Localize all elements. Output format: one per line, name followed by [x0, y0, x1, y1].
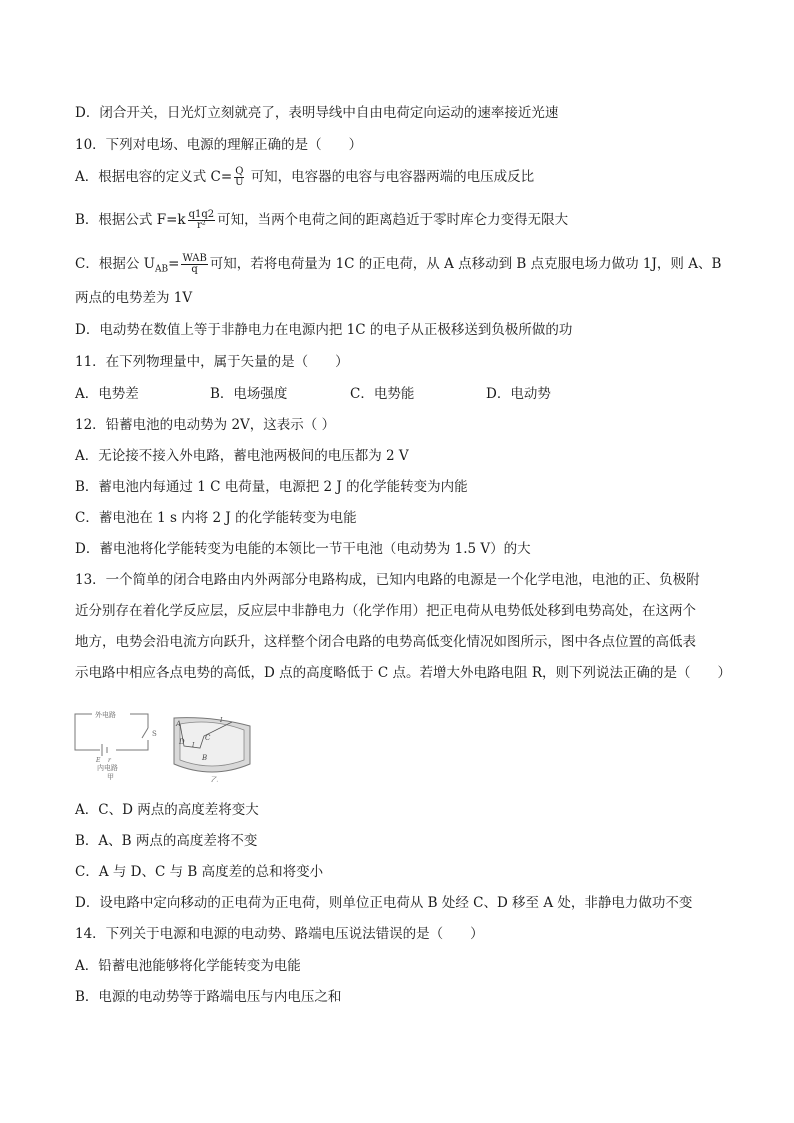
- q10-option-a: [75, 167, 534, 188]
- q10-option-b: [75, 210, 568, 231]
- q10-b-suffix: 可知，当两个电荷之间的距离趋近于零时库仑力变得无限大: [217, 212, 569, 228]
- fig-caption-jia: 甲: [107, 773, 114, 781]
- current-label-inner: I: [192, 742, 195, 749]
- question-13-stem-2: 近分别存在着化学反应层，反应层中非静电力（化学作用）把正电荷从电势低处移到电势高处，在这两个: [75, 603, 696, 619]
- frac-num: WAB: [182, 253, 207, 264]
- switch-blade: [142, 728, 148, 738]
- outer-wire-right: [130, 714, 148, 728]
- point-a-label: A: [176, 720, 182, 728]
- q10-option-c: [75, 254, 721, 280]
- fig-caption-yi: 乙: [211, 776, 218, 782]
- voltage-fraction: [181, 254, 207, 275]
- q12-option-a: A．无论接不接入外电路，蓄电池两极间的电压都为 2 V: [75, 448, 409, 464]
- circuit-diagram: [72, 700, 272, 782]
- q10-a-suffix: 可知，电容器的电容与电容器两端的电压成反比: [250, 169, 535, 185]
- q14-option-a: A．铅蓄电池能够将化学能转变为电能: [75, 958, 301, 974]
- frac-den: q: [191, 264, 198, 275]
- q10-c-sub: AB: [155, 264, 169, 275]
- q13-option-c: C．A 与 D、C 与 B 高度差的总和将变小: [75, 864, 324, 880]
- q11-option-a: A．电势差: [75, 386, 139, 402]
- q13-option-b: B．A、B 两点的高度差将不变: [75, 833, 258, 849]
- q10-b-prefix: B．根据公式 F=k: [75, 212, 186, 228]
- q14-option-b: B．电源的电动势等于路端电压与内电压之和: [75, 989, 342, 1005]
- q10-c-suffix: 可知，若将电荷量为 1C 的正电荷，从 A 点移动到 B 点克服电场力做功 1J，则 A、B: [209, 256, 722, 272]
- line-q9-option-d: D．闭合开关，日光灯立刻就亮了，表明导线中自由电荷定向运动的速率接近光速: [75, 105, 559, 121]
- question-14-stem: 14．下列关于电源和电源的电动势、路端电压说法错误的是（ ）: [75, 926, 484, 942]
- q12-option-c: C．蓄电池在 1 s 内将 2 J 的化学能转变为电能: [75, 510, 357, 526]
- q11-option-d: D．电动势: [486, 386, 551, 402]
- point-d-label: D: [179, 738, 185, 746]
- coulomb-fraction: [188, 210, 216, 231]
- capacitance-fraction: [234, 167, 244, 188]
- frac-den: U: [235, 177, 244, 188]
- point-c-label: C: [205, 734, 211, 742]
- q10-option-d: D．电动势在数值上等于非静电力在电源内把 1C 的电子从正极移送到负极所做的功: [75, 322, 573, 338]
- question-13-stem-1: 13．一个简单的闭合电路由内外两部分电路构成，已知内电路的电源是一个化学电池，电池的正、负极附: [75, 572, 700, 588]
- q11-option-b: B．电场强度: [210, 386, 288, 402]
- point-b-label: B: [202, 754, 208, 762]
- potential-landscape: [174, 717, 250, 782]
- q10-a-prefix: A．根据电容的定义式 C=: [75, 169, 233, 185]
- q12-option-b: B．蓄电池内每通过 1 C 电荷量，电源把 2 J 的化学能转变为内能: [75, 479, 468, 495]
- question-10-stem: 10．下列对电场、电源的理解正确的是（ ）: [75, 137, 363, 153]
- q13-option-d: D．设电路中定向移动的正电荷为正电荷，则单位正电荷从 B 处经 C、D 移至 A 处，非静电力做功不变: [75, 895, 693, 911]
- q13-option-a: A．C、D 两点的高度差将变大: [75, 802, 259, 818]
- frac-num: Q: [235, 166, 244, 177]
- outer-wire-bottom: [116, 740, 148, 750]
- q10-c-prefix: C．根据公 U: [75, 256, 155, 272]
- question-11-stem: 11．在下列物理量中，属于矢量的是（ ）: [75, 354, 349, 370]
- question-12-stem: 12．铅蓄电池的电动势为 2V，这表示（ ）: [75, 417, 336, 433]
- q10-c-eq: =: [168, 256, 180, 272]
- internal-r-label: r: [108, 757, 111, 764]
- current-label-outer: I: [220, 717, 223, 724]
- frac-den: r²: [196, 220, 206, 231]
- q12-option-d: D．蓄电池将化学能转变为电能的本领比一节干电池（电动势为 1.5 V）的大: [75, 541, 531, 557]
- q10-option-c-cont: 两点的电势差为 1V: [75, 290, 193, 306]
- outer-circuit-label: 外电路: [95, 711, 116, 719]
- question-13-stem-3: 地方，电势会沿电流方向跃升，这样整个闭合电路的电势高低变化情况如图所示，图中各点位置的高低表: [75, 634, 696, 650]
- question-13-stem-4: 示电路中相应各点电势的高低，D 点的高度略低于 C 点。若增大外电路电阻 R，则下列说法正确的是（ ）: [75, 665, 731, 681]
- emf-label: E: [96, 757, 101, 764]
- frac-num: q1q2: [188, 209, 215, 220]
- outer-wire-left: [75, 714, 100, 750]
- circuit-figure: [72, 700, 272, 786]
- q11-option-c: C．电势能: [350, 386, 415, 402]
- inner-circuit-label: 内电路: [97, 764, 118, 772]
- switch-label: S: [152, 730, 157, 738]
